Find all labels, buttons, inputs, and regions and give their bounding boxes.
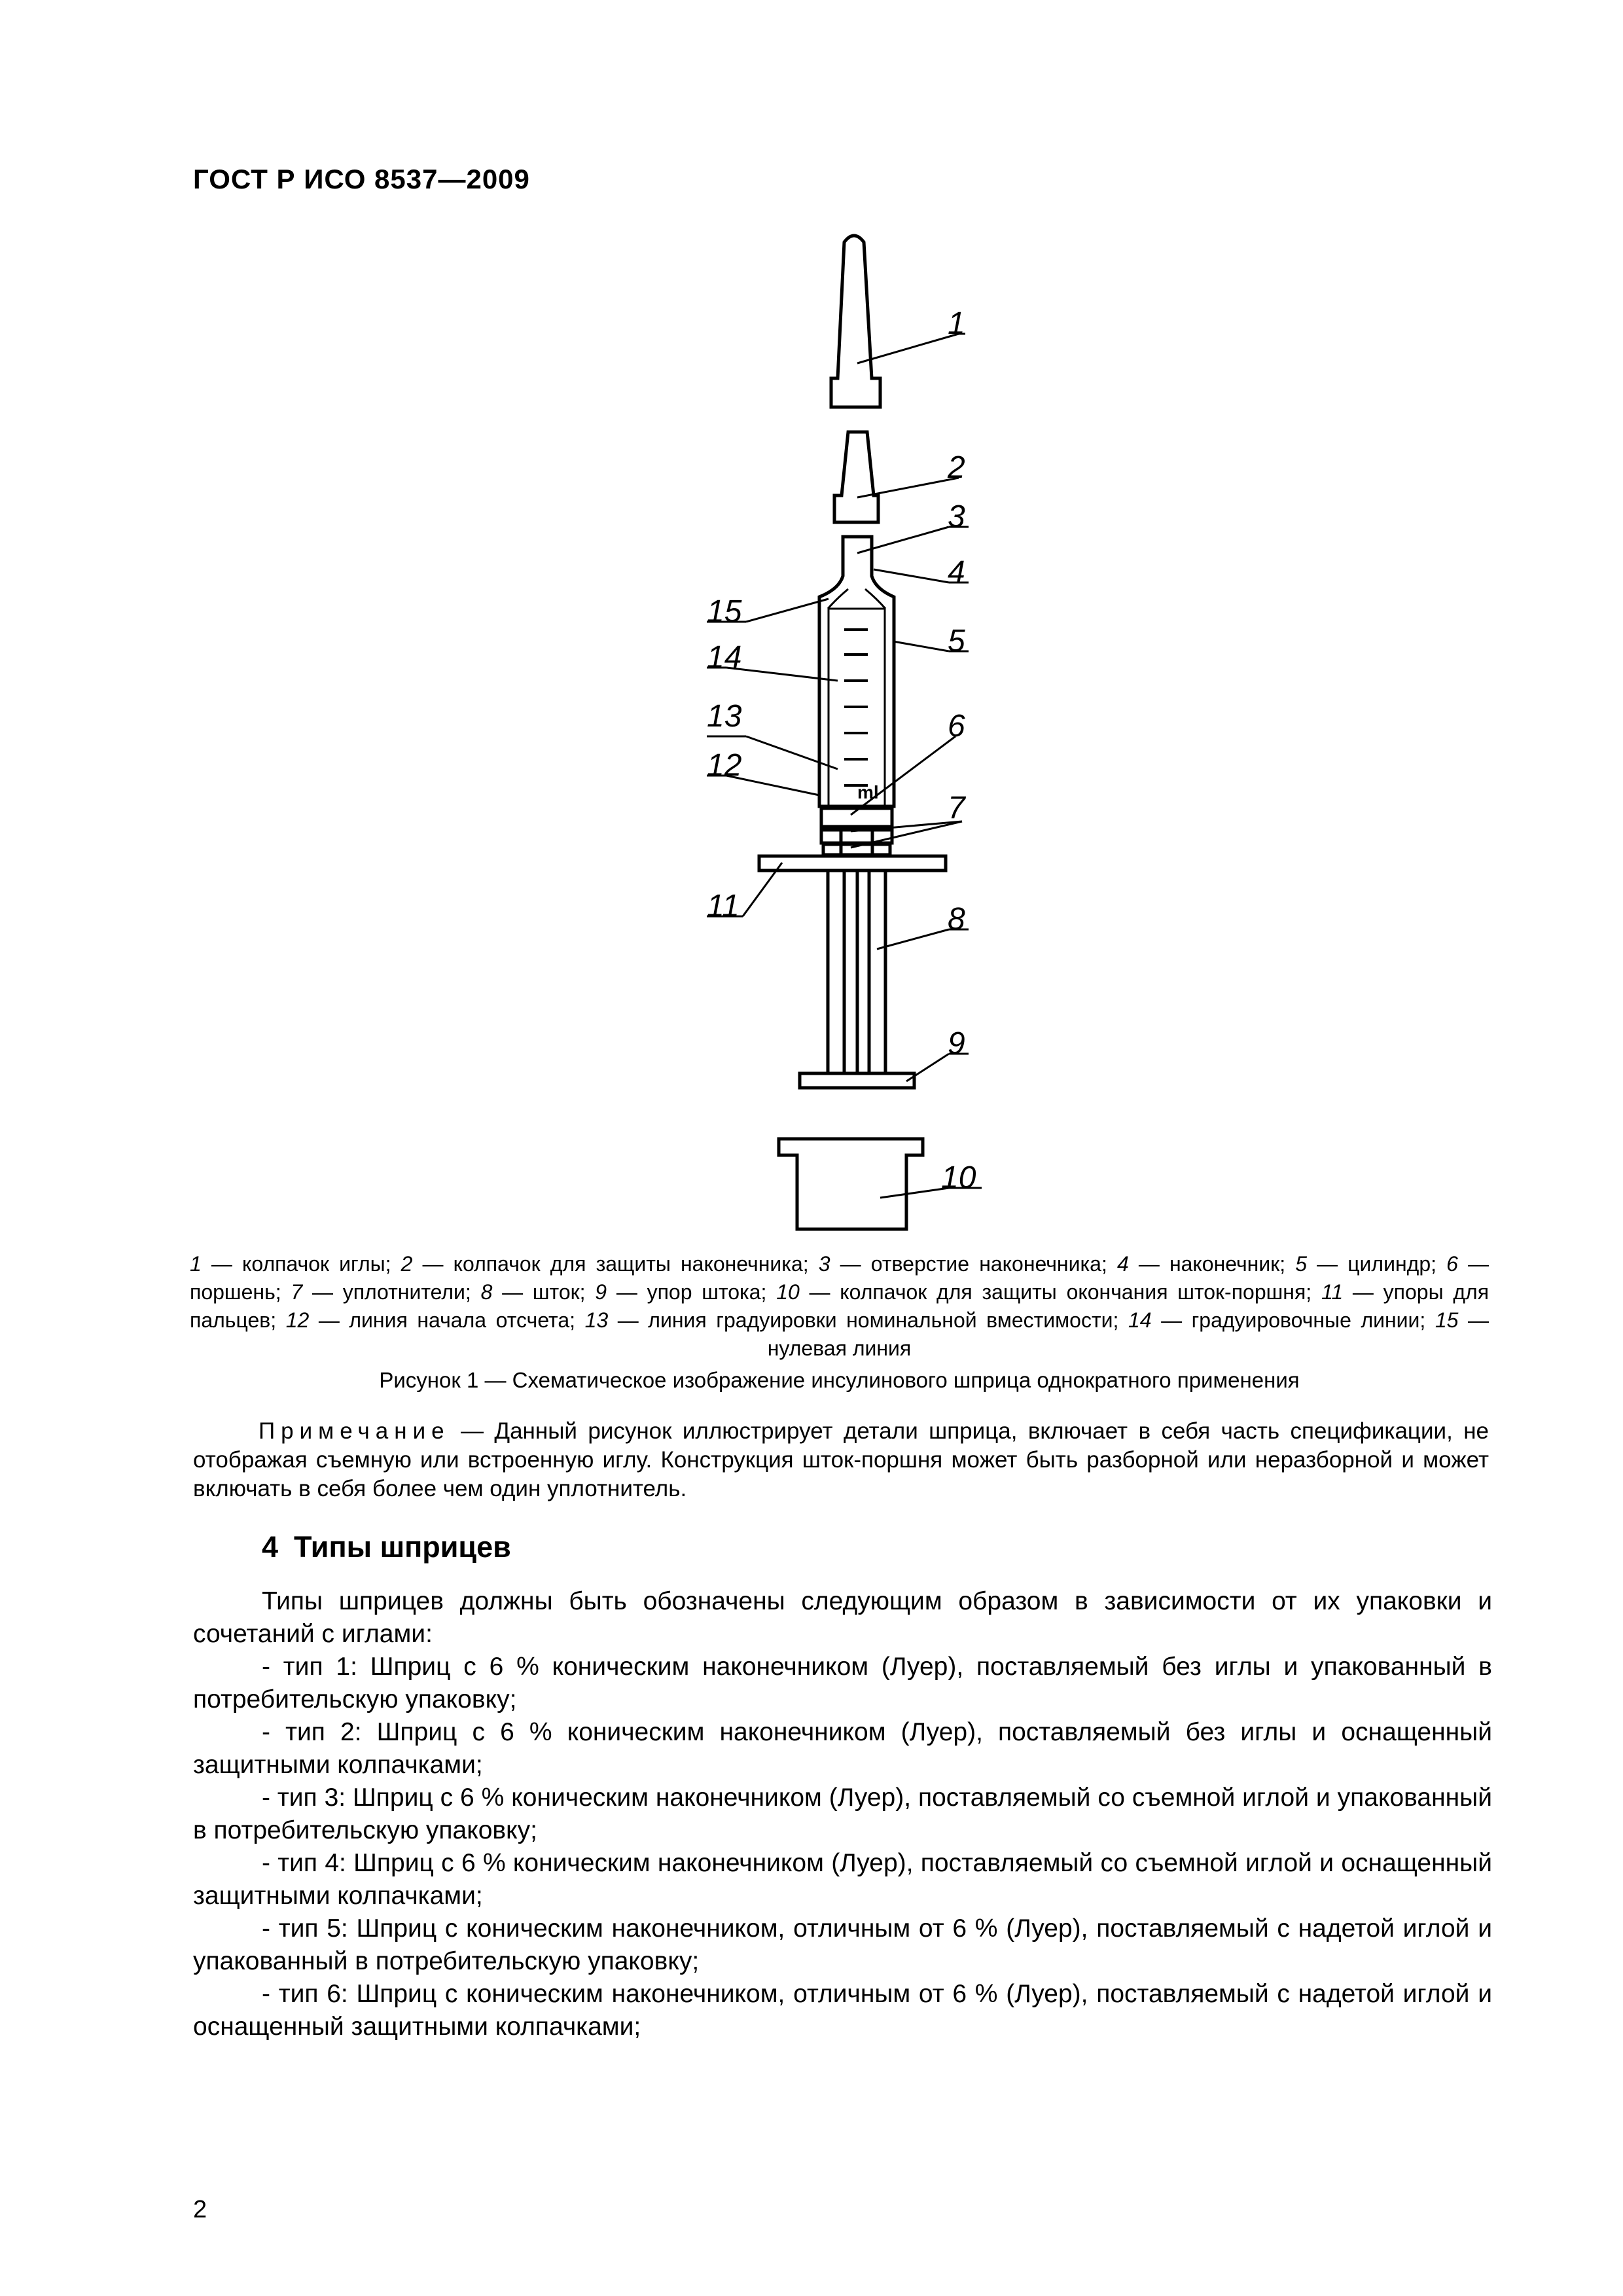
section-number: 4: [262, 1530, 279, 1564]
tip-cap-shape: [834, 432, 878, 522]
callout-8: 8: [948, 902, 965, 937]
legend-item: 5 — цилиндр;: [1295, 1252, 1447, 1276]
callout-5: 5: [948, 624, 965, 658]
callout-11: 11: [707, 889, 740, 924]
legend-item: 10 — колпачок для защиты окончания шток-поршня;: [776, 1280, 1321, 1304]
barrel-inner-line: [828, 589, 885, 609]
figure-legend: [190, 1250, 1489, 1363]
callout-14: 14: [707, 640, 742, 675]
page-number: 2: [193, 2196, 207, 2223]
legend-item: 8 — шток;: [480, 1280, 596, 1304]
graduation-lines: [844, 630, 868, 785]
legend-item: 15 — нулевая линия: [767, 1308, 1489, 1360]
legend-item: 14 — градуировочные линии;: [1128, 1308, 1435, 1332]
list-item: - тип 6: Шприц с коническим наконечником, отличным от 6 % (Луер), поставляемый с надетой иглой и оснащенный защитными колпачками;: [193, 1980, 1492, 2041]
legend-item: 11 — упоры для пальцев;: [190, 1280, 1489, 1332]
legend-item: 12 — линия начала отсчета;: [285, 1308, 585, 1332]
document-header: ГОСТ Р ИСО 8537—2009: [193, 164, 530, 194]
end-cap-shape: [779, 1139, 923, 1229]
body-text: [193, 1585, 1492, 2043]
section-heading: [262, 1530, 527, 1564]
callout-3: 3: [948, 499, 965, 534]
note-text: — Данный рисунок иллюстрирует детали шприца, включает в себя часть спецификации, не отображая съемную или встроенную иглу. Конструкция шток-поршня может быть разборной или неразборной и может включать в себя более чем один уплотнитель.: [193, 1418, 1489, 1501]
callout-12: 12: [707, 748, 742, 783]
legend-item: 6 — поршень;: [190, 1252, 1489, 1304]
legend-item: 1 — колпачок иглы;: [190, 1252, 401, 1276]
legend-item: 3 — отверстие наконечника;: [818, 1252, 1117, 1276]
callout-1: 1: [948, 306, 965, 341]
section-title: Типы шприцев: [294, 1530, 511, 1564]
callout-10: 10: [941, 1160, 976, 1195]
callout-2: 2: [948, 450, 965, 485]
unit-label: ml: [857, 782, 879, 802]
callout-9: 9: [948, 1026, 965, 1061]
list-item: - тип 3: Шприц с 6 % коническим наконечником (Луер), поставляемый со съемной иглой и упакованный в потребительскую упаковку;: [193, 1784, 1492, 1844]
callout-6: 6: [948, 709, 965, 744]
callout-7: 7: [948, 791, 965, 825]
legend-item: 4 — наконечник;: [1116, 1252, 1296, 1276]
figure-caption: Рисунок 1 — Схематическое изображение инсулинового шприца однократного применения: [379, 1368, 1300, 1392]
callout-4: 4: [948, 555, 965, 590]
callout-15: 15: [707, 594, 742, 629]
list-item: - тип 1: Шприц с 6 % коническим наконечником (Луер), поставляемый без иглы и упакованный в потребительскую упаковку;: [193, 1653, 1492, 1713]
finger-grip-shape: [759, 856, 946, 870]
paragraph: Типы шприцев должны быть обозначены следующим образом в зависимости от их упаковки и сочетаний с иглами:: [193, 1587, 1492, 1648]
legend-item: 2 — колпачок для защиты наконечника;: [401, 1252, 819, 1276]
legend-item: 13 — линия градуировки номинальной вместимости;: [584, 1308, 1128, 1332]
callout-13: 13: [707, 699, 742, 734]
needle-cap-shape: [831, 236, 880, 407]
list-item: - тип 2: Шприц с 6 % коническим наконечником (Луер), поставляемый без иглы и оснащенный защитными колпачками;: [193, 1718, 1492, 1779]
note-block: [193, 1417, 1489, 1503]
list-item: - тип 5: Шприц с коническим наконечником, отличным от 6 % (Луер), поставляемый с надетой иглой и упакованный в потребительскую упаковку;: [193, 1914, 1492, 1975]
list-item: - тип 4: Шприц с 6 % коническим наконечником (Луер), поставляемый со съемной иглой и оснащенный защитными колпачками;: [193, 1849, 1492, 1910]
legend-item: 9 — упор штока;: [595, 1280, 777, 1304]
plunger-stop-shape: [800, 1073, 914, 1088]
legend-item: 7 — уплотнители;: [291, 1280, 481, 1304]
note-label: Примечание: [259, 1418, 450, 1444]
